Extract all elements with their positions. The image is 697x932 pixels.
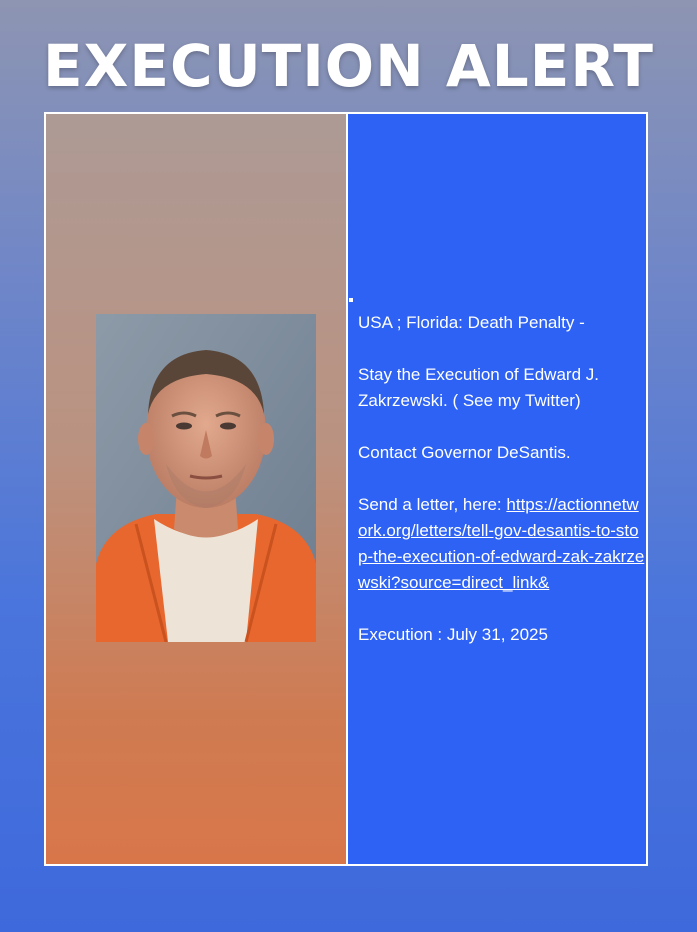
photo-panel (46, 114, 348, 864)
letter-line (358, 492, 648, 596)
stay-execution-line: Stay the Execution of Edward J. Zakrzewski. ( See my Twitter) (358, 365, 599, 410)
alert-card (44, 112, 648, 866)
contact-governor-line: Contact Governor DeSantis. (358, 443, 571, 462)
letter-prefix: Send a letter, here: (358, 495, 507, 514)
text-cursor (349, 298, 353, 302)
message-text (358, 310, 648, 674)
message-panel (348, 114, 646, 864)
inmate-portrait-icon (96, 314, 316, 642)
letter-link[interactable]: https://actionnetwork.org/letters/tell-gov-desantis-to-stop-the-execution-of-edward-zak-zakrzewski?source=direct_link& (358, 495, 645, 592)
inmate-photo (96, 314, 316, 642)
execution-date: Execution : July 31, 2025 (358, 625, 548, 644)
headline: EXECUTION ALERT (43, 32, 654, 100)
location-line: USA ; Florida: Death Penalty - (358, 313, 585, 332)
